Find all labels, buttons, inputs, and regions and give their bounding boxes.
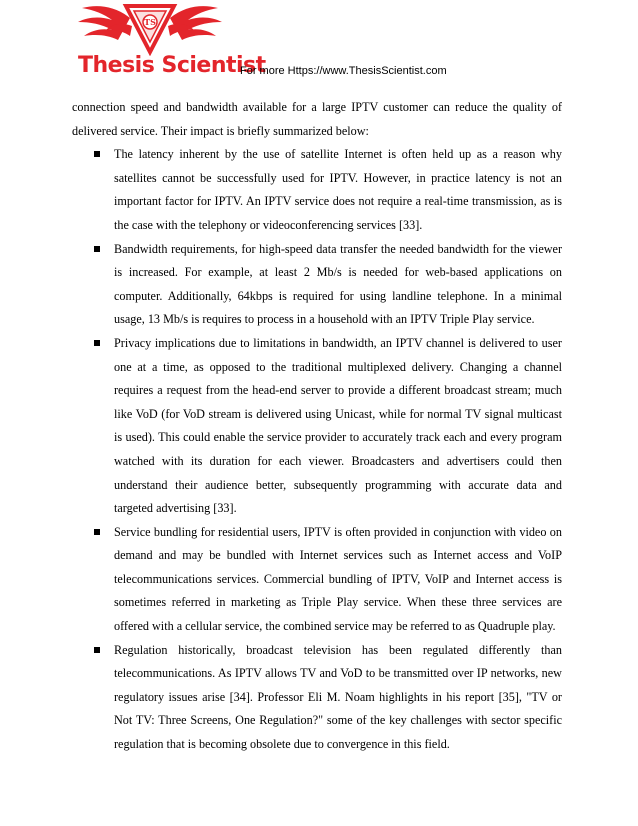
bullet-text: Bandwidth requirements, for high-speed data transfer the needed bandwidth for the viewer is increased. For example, at least 2 Mb/s is needed for web-based applications on computer. Additionally, 64kbps is required for using landline telephone. In a minimal usage, 13 Mb/s is requires to process in a household with an IPTV Triple Play service. [114, 241, 562, 327]
square-bullet-icon [94, 529, 100, 535]
intro-paragraph: connection speed and bandwidth available for a large IPTV customer can reduce the quality of delivered service. Their impact is briefly summarized below: [72, 100, 562, 138]
bullet-text: The latency inherent by the use of satellite Internet is often held up as a reason why satellites cannot be successfully used for IPTV. However, in practice latency is not an important factor for IPTV. An IPTV service does not require a real-time transmission, as is the case with the telephony or videoconferencing services [33]. [114, 147, 562, 232]
winged-shield-emblem-icon [60, 0, 240, 56]
page-header [60, 0, 620, 82]
list-item [72, 639, 562, 757]
bullet-text: Privacy implications due to limitations in bandwidth, an IPTV channel is delivered to user one at a time, as opposed to the traditional multiplexed delivery. Changing a channel requires a request from the head-end server to provide a different broadcast stream; much like VoD (for VoD stream is delivered using Unicast, while for normal TV signal multicast is used). This could enable the service provider to accurately track each and every program watched with its duration for each viewer. Broadcasters and advertisers could then understand their audience better, subsequently programming with accurate data and targeted advertising [33]. [114, 335, 562, 516]
list-item [72, 143, 562, 237]
square-bullet-icon [94, 340, 100, 346]
list-item [72, 521, 562, 639]
square-bullet-icon [94, 246, 100, 252]
list-item [72, 238, 562, 332]
bullet-text: Regulation historically, broadcast television has been regulated differently than telecommunications. As IPTV allows TV and VoD to be transmitted over IP networks, new regulatory issues arise [34]. Professor Eli M. Noam highlights in his report [35], "TV or Not TV: Three Screens, One Regulation?" some of the key challenges with sector specific regulation that is becoming obsolete due to convergence in this field. [114, 642, 562, 752]
bullet-text: Service bundling for residential users, IPTV is often provided in conjunction with video on demand and may be bundled with Internet services such as Internet access and VoIP telecommunications services. Commercial bundling of IPTV, VoIP and Internet access is sometimes referred in marketing as Triple Play service. When these three services are offered with a cellular service, the combined service may be referred to as Quadruple play. [114, 524, 562, 634]
document-body [72, 96, 562, 757]
logo-wordmark: Thesis Scientist [78, 53, 266, 78]
thesis-scientist-logo [60, 0, 266, 82]
bullet-list [72, 143, 562, 756]
list-item [72, 332, 562, 521]
square-bullet-icon [94, 647, 100, 653]
emblem-letters: TS [144, 17, 156, 27]
square-bullet-icon [94, 151, 100, 157]
header-website-link[interactable]: For more Https://www.ThesisScientist.com [240, 65, 447, 77]
